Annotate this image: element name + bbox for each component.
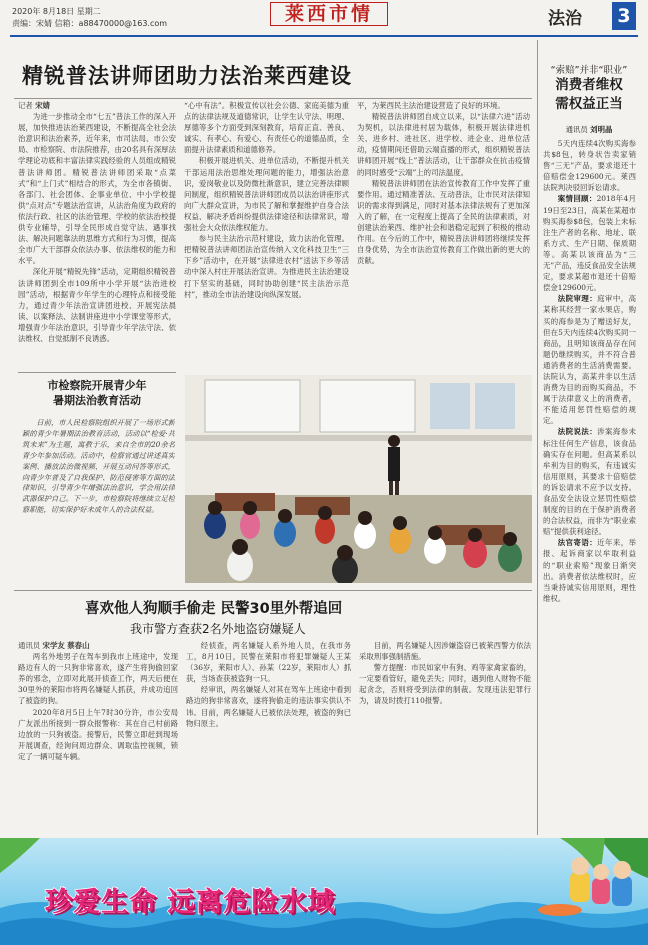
- sub2-byline: 通讯员 宋学友 蔡春山: [18, 641, 90, 650]
- sub2-subtitle: 我市警方查获2名外地盗窃嫌疑人: [130, 622, 306, 636]
- page-number: 3: [612, 2, 636, 30]
- column-divider: [537, 40, 538, 835]
- lead-paragraph: 平，为莱西民主法治建设营造了良好的环境。: [357, 101, 505, 110]
- lead-paragraph: 为进一步推动全市“七五”普法工作的深入开展，加快推进法治莱西建设，不断提高全社会法治意识和法治素养，近年来，市司法局、市公安局、市检察院、市法院推荐，由20名具有深厚法学理论功底和丰富法律实践经验的人员组成精锐普法讲师团。精锐普法讲师团采取“点菜式”和“上门式”相结合的形式，为全市各镇街、各部门、社会团体、企事业单位、中小学校提供“点对点”专题法治宣讲，从法治角度为政府的依法行政、社区的法治管理、学校的依法治校提供专业辅导，引导全民形成自觉守法、遇事找法、解决问题靠法的思维方式和行为习惯，提高全市广大干部群众依法办事、依法维权的能力和水平。: [18, 112, 176, 266]
- lead-paragraph: 精锐普法讲师团自成立以来，以“法律六进”活动为契机，以法律进村居为载体，积极开展法律进机关、进乡村、进社区、进学校、进企业、进单位活动，疫情期间还借助云端直播的形式，组织精锐普法讲师团开展“线上”普法活动，让干部群众在抗击疫情的同时感受“云端”上的司法温度。: [357, 112, 530, 177]
- sidebar-title: 消费者维权 需权益正当: [555, 77, 623, 112]
- sidebar-paragraph: 法院说法：涉案海参未标注任何生产信息，该食品确实存在问题。但高某系以牟利为目的购买，有违诚实信用原则，其要求十倍赔偿的诉讼请求不应予以支持。食品安全法设立惩罚性赔偿制度的目的在于保护消费者的合法权益，而非为“职业索赔”提供获利途径。: [543, 427, 636, 537]
- sub2-title: 喜欢他人狗顺手偷走 民警30里外帮追回: [85, 601, 343, 617]
- classroom-photo: [185, 375, 532, 583]
- sub2-paragraph: 两名外地男子在驾车到我市上班途中，发现路边有人的一只狗非常喜欢，遂产生将狗偷回家养的邪念，立即对此展开侦查工作，两天后便在30里外的莱阳市将两名嫌疑人抓获，并成功追回了被盗的狗。: [18, 652, 178, 706]
- sub2-column-2: [186, 640, 351, 830]
- lead-byline: 记者 宋婧: [18, 101, 50, 110]
- lead-paragraph: 深化开展“精锐先锋”活动，定期组织精锐普法讲师团到全市109所中小学开展“法治进校园”活动，根据青少年学生的心理特点和接受能力，通过青少年法治宣讲团进校、开展宪法晨读、以案释法、法制讲座进中小学课堂等形式，增强青少年法治意识，引导青少年学法守法、依法维权、自觉抵制不良诱惑。: [18, 267, 176, 343]
- sub2-paragraph: 警方提醒：市民如家中有狗、鸡等家禽家畜的，一定要看管好，避免丢失；同时，遇到他人财物不能起贪念，否则将受到法律的制裁。发现违法犯罪行为，请及时拨打110报警。: [359, 663, 531, 706]
- sidebar-paragraph: 法院审理：庭审中，高某称其经营一家水果店，购买的海参是为了赠送好友，但在5天内连续4次购买同一商品，且明知该商品存在问题仍继续购买，并不符合普通消费者的生活消费需要。法院认为，高某并非以生活消费为目的而购买商品，不属于法律意义上的消费者，不能适用惩罚性赔偿的规定。: [543, 294, 636, 426]
- section-title: 法治: [548, 9, 582, 29]
- lead-column-3: [357, 100, 530, 368]
- lead-paragraph: 积极开展进机关、进单位活动，不断提升机关干部运用法治思维处理问题的能力，增强法治意识，爱岗敬业以及防微杜渐意识，建立完善法律顾问制度，组织精锐普法讲师团成员以法治讲座形式向广大群众宣讲，为市民了解和掌握维护自身合法权益、解决矛盾纠纷提供法律途径和法律常识，增强社会大众依法维权能力。: [184, 156, 349, 233]
- banner-slogan: 珍爱生命 远离危险水域: [45, 887, 336, 918]
- sidebar-paragraph: 案情回顾：2018年4月19日至23日，高某在某超市购买海参$8包，包装上未标注生产者的名称、地址、联系方式、生产日期、保质期等。高某以该商品为“三无”产品，违反食品安全法规定，要求某超市退还十倍赔偿金129600元。: [543, 194, 636, 293]
- sidebar-paragraph: 法官寄语：近年来，举报、起诉商家以牟取利益的“职业索赔”现象日渐突出。消费者依法维权时，应当秉持诚实信用原则，理性维权。: [543, 538, 636, 603]
- sidebar-body: [543, 138, 636, 833]
- editor-contact: 责编：宋婧 信箱：a88470000@163.com: [12, 19, 168, 28]
- masthead: [0, 0, 648, 36]
- sub2-column-1: [18, 640, 178, 830]
- sub2-paragraph: 目前，两名嫌疑人因涉嫌盗窃已被莱西警方依法采取刑事强制措施。: [359, 641, 531, 662]
- sub2-column-3: [359, 640, 531, 830]
- sub2-paragraph: 经审讯，两名嫌疑人对其在驾车上班途中看到路边的狗非常喜欢，遂将狗偷走的违法事实供认不讳。目前，两名嫌疑人已被依法处理，被盗的狗已物归原主。: [186, 685, 351, 728]
- lead-column-1: [18, 100, 176, 348]
- lead-headline: 精锐普法讲师团助力法治莱西建设: [22, 64, 352, 88]
- sub1-title: 市检察院开展青少年 暑期法治教育活动: [47, 379, 147, 407]
- lead-paragraph: 精锐普法讲师团在法治宣传教育工作中发挥了重要作用。通过精准普法、互动普法，让市民对法律知识的需求得到满足，同时对基本法律法规有了更加深入的了解，在一定程度上提高了全民的法律素质，对创建法治莱西、维护社会和谐稳定起到了积极的推动作用。在今后的工作中，精锐普法讲师团将继续发挥自身优势，为全市法治宣传教育工作做出新的更大的贡献。: [357, 178, 530, 266]
- sub2-rule: [14, 590, 532, 591]
- sidebar-kicker: “索赔”并非“职业”: [550, 65, 628, 76]
- sub1-rule: [18, 372, 176, 373]
- sub2-paragraph: 经侦查，两名嫌疑人系外地人员，在我市务工，8月10日，民警在莱阳市将犯罪嫌疑人王某（36岁，莱阳市人）、孙某（22岁，莱阳市人）抓获，当场查获被盗狗一只。: [186, 641, 351, 684]
- sidebar-byline: 通讯员 刘明晶: [565, 125, 613, 134]
- sub1-body: 日前，市人民检察院组织开展了一场形式新颖的青少年暑期法治教育活动，活动以“检爱·共筑未来”为主题，寓教于乐，来自全市的20余名青少年参加活动。活动中，检察官通过讲述真实案例、播放法治微视频、开展互动问答等形式，向青少年普及了自我保护、防范侵害等方面的法律知识，引导青少年增强法治意识，学会用法律武器保护自己。下一步，市检察院将继续立足检察职能，切实保护好未成年人的合法权益。: [22, 418, 175, 515]
- lead-column-2: [184, 100, 349, 368]
- lead-paragraph: 参与民主法治示范村建设，致力法治化管理。把精锐普法讲师团法治宣传纳入文化科技卫生“三下乡”活动中，在开展“法律进农村”送法下乡等活动中深入村庄开展法治宣讲。为推进民主法治建设打下坚实的基础，同时协助创建“民主法治示范村”，推动全市法治建设向纵深发展。: [184, 234, 349, 299]
- issue-date: 2020年 8月18日 星期二: [12, 7, 101, 16]
- headline-rule: [14, 98, 532, 99]
- masthead-meta: [12, 6, 167, 30]
- masthead-rule: [10, 35, 638, 37]
- lead-paragraph: “心中有法”。积极宣传以社会公德、家庭美德为重点的法律法规及道德常识，让学生认守法、明理、厚德等多个方面受到深刻教育，培育正直、善良、诚实、有孝心、有爱心、有责任心的道德品质，全面提升法律素质和道德修养。: [184, 101, 349, 155]
- sub2-paragraph: 2020年8月5日上午7时30分许，市公安局广友派出所接到一群众报警称：其在自己村前路边放的一只狗被盗。接警后，民警立即赶到现场开展调查，经询问周边群众、调取监控视频，锁定了一辆可疑车辆。: [18, 707, 178, 761]
- newspaper-logo: 莱西市情: [270, 2, 388, 26]
- sidebar-paragraph: 5天内连续4次购买海参共$8包，转身状告卖家销售“三无”产品，要求退还十倍赔偿金129600元。莱西法院判决驳回诉讼请求。: [543, 139, 636, 193]
